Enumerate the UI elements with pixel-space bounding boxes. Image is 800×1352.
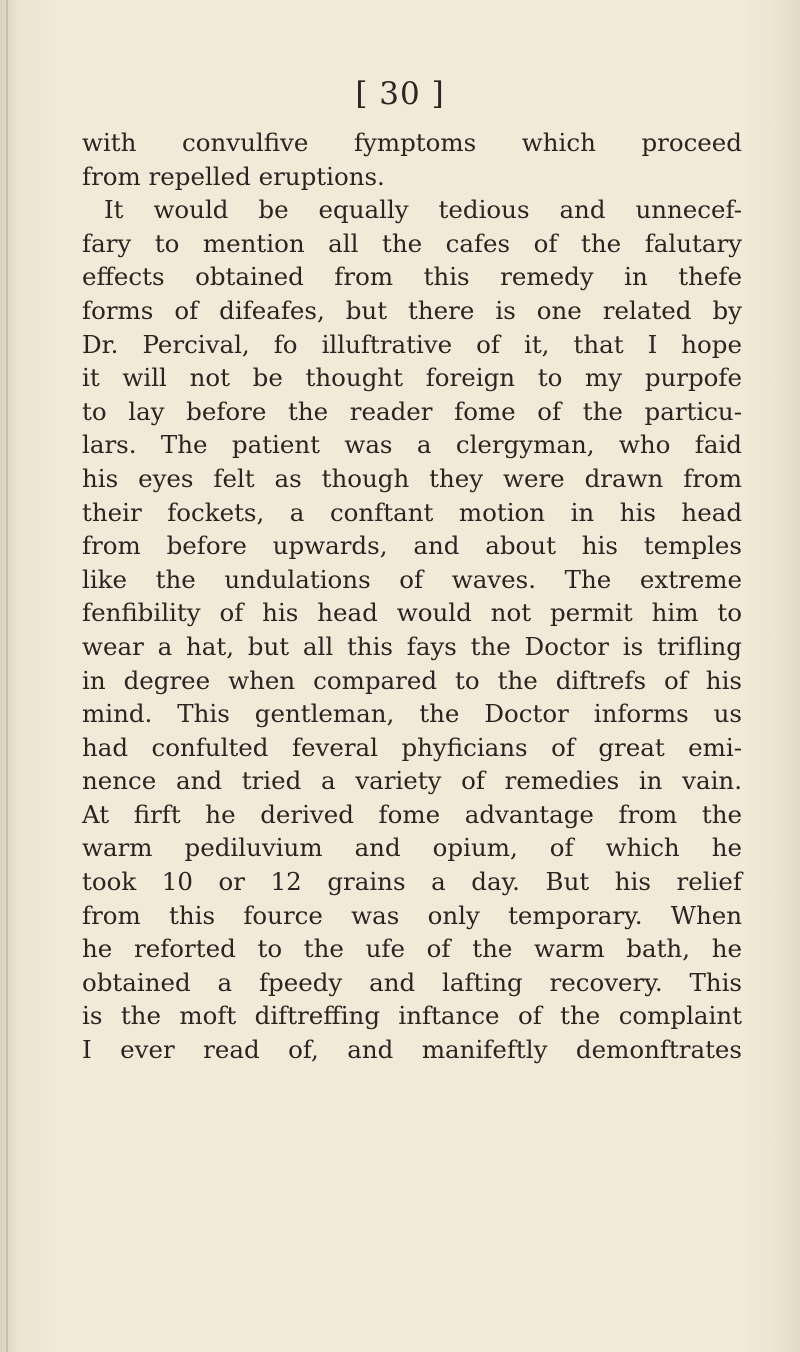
text-line: wear a hat, but all this fays the Doctor is trifling bbox=[82, 631, 742, 661]
text-line: I ever read of, and manifeftly demonftrates bbox=[82, 1035, 742, 1065]
text-line: fenfibility of his head would not permit him to bbox=[82, 598, 742, 628]
text-line: It would be equally tedious and unnecef- bbox=[104, 195, 742, 225]
text-line: from repelled eruptions. bbox=[82, 161, 385, 191]
text-line: At firft he derived fome advantage from the bbox=[82, 799, 742, 829]
page-number-header: [ 30 ] bbox=[355, 76, 445, 112]
text-line: like the undulations of waves. The extreme bbox=[82, 564, 742, 594]
text-line: mind. This gentleman, the Doctor informs us bbox=[82, 699, 742, 729]
text-line: their fockets, a conftant motion in his head bbox=[82, 497, 742, 527]
text-line: nence and tried a variety of remedies in vain. bbox=[82, 766, 742, 796]
text-line: lars. The patient was a clergyman, who faid bbox=[82, 430, 742, 460]
text-line: with convulfive fymptoms which proceed bbox=[82, 128, 742, 157]
text-line: to lay before the reader fome of the particu- bbox=[82, 396, 742, 426]
text-line: obtained a fpeedy and lafting recovery. This bbox=[82, 967, 742, 997]
text-line: it will not be thought foreign to my purpofe bbox=[82, 363, 742, 393]
text-line: he reforted to the ufe of the warm bath, he bbox=[82, 934, 742, 964]
text-line: effects obtained from this remedy in thefe bbox=[82, 262, 742, 292]
text-line: in degree when compared to the diftrefs of his bbox=[82, 665, 742, 695]
text-line: his eyes felt as though they were drawn from bbox=[82, 463, 742, 493]
body-text bbox=[82, 126, 742, 1067]
text-line: from before upwards, and about his temples bbox=[82, 531, 742, 561]
text-line: fary to mention all the cafes of the falutary bbox=[82, 228, 742, 258]
text-line: Dr. Percival, fo illuftrative of it, that I hope bbox=[82, 329, 742, 359]
text-line: took 10 or 12 grains a day. But his relief bbox=[82, 867, 742, 897]
text-line: forms of difeafes, but there is one related by bbox=[82, 295, 742, 325]
text-line: from this fource was only temporary. When bbox=[82, 900, 742, 930]
text-line: had confulted feveral phyficians of great emi- bbox=[82, 732, 742, 762]
page-edge bbox=[6, 0, 8, 1352]
text-line: is the moft diftreffing inftance of the complaint bbox=[82, 1001, 742, 1031]
text-line: warm pediluvium and opium, of which he bbox=[82, 833, 742, 863]
